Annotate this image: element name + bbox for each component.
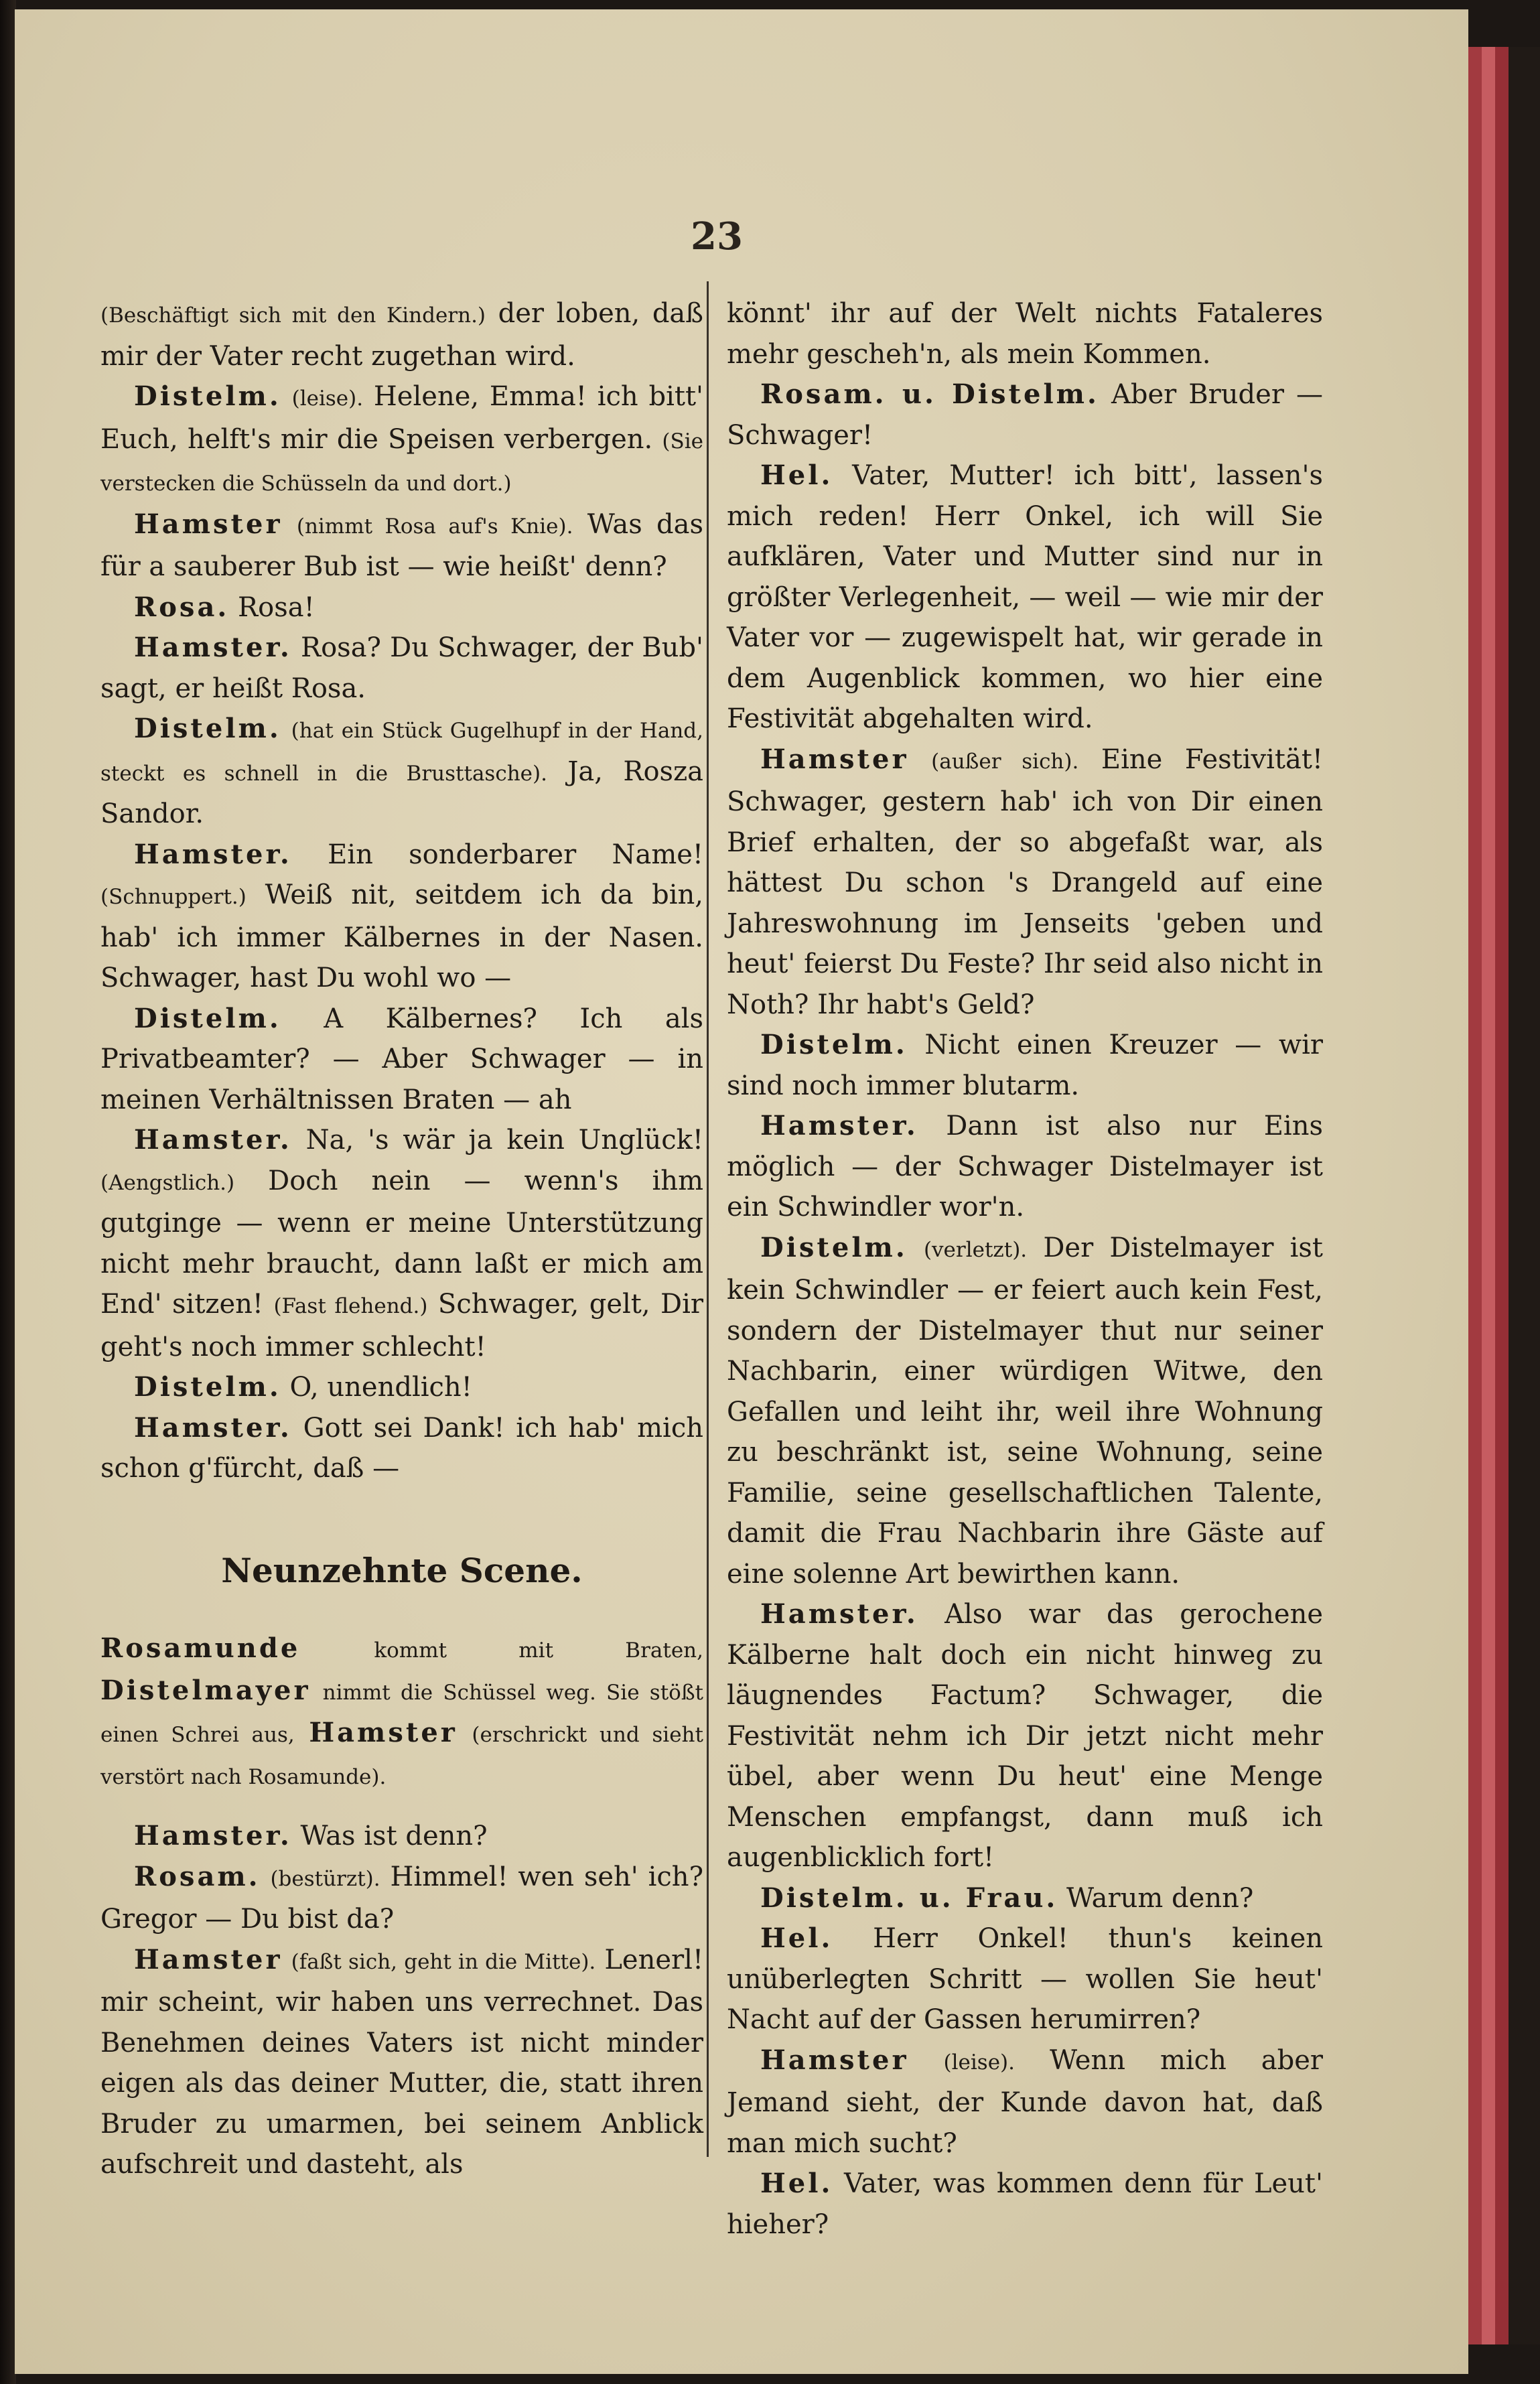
- page-edge: [1482, 47, 1495, 2344]
- dialogue-line: [100, 1408, 703, 1489]
- stage-direction: (Sie verstecken die Schüsseln da und dort.): [100, 429, 704, 496]
- speaker-name: Distelm.: [134, 713, 281, 744]
- dialogue-line: [100, 1816, 703, 1857]
- dialogue-line: [100, 1367, 703, 1408]
- dialogue-line: [100, 628, 703, 709]
- speaker-name: Distelm.: [134, 1002, 281, 1034]
- speaker-name: Distelm.: [760, 1029, 908, 1060]
- dialogue-text: Also war das gerochene Kälberne halt doch ein nicht hinweg zu läugnendes Factum? Schwager, die Festivität nehm ich Dir jetzt nicht mehr übel, aber wenn Du heut' eine Menge Menschen empfangst, dann muß ich augenblicklich fort!: [727, 1599, 1324, 1873]
- right-column: [727, 293, 1323, 2245]
- dialogue-line: [100, 1940, 703, 2185]
- speaker-name: Rosam. u. Distelm.: [760, 378, 1099, 410]
- stage-direction: (außer sich).: [931, 749, 1079, 774]
- left-column-dialogue: [100, 293, 703, 1489]
- page-number: 23: [691, 214, 743, 259]
- dialogue-text: Ein sonderbarer Name!: [328, 839, 704, 870]
- speaker-name: Hel.: [760, 2168, 833, 2199]
- speaker-name: Hamster.: [760, 1110, 918, 1141]
- dialogue-text: Warum denn?: [1066, 1882, 1254, 1914]
- stage-direction: kommt mit Braten,: [374, 1638, 703, 1663]
- continued-text: [727, 293, 1323, 374]
- stage-direction: (Aengstlich.): [100, 1170, 235, 1195]
- stage-direction: (faßt sich, geht in die Mitte).: [291, 1949, 596, 1974]
- speaker-name: Rosam.: [134, 1860, 261, 1892]
- dialogue-line: [727, 2040, 1323, 2164]
- left-column-dialogue-after: [100, 1816, 703, 2185]
- stage-direction: (bestürzt).: [270, 1866, 380, 1891]
- dialogue-line: [727, 740, 1323, 1026]
- dialogue-line: [100, 999, 703, 1121]
- speaker-name: Hamster.: [134, 838, 292, 870]
- dialogue-line: [727, 1228, 1323, 1595]
- stage-direction: (nimmt Rosa auf's Knie).: [296, 514, 573, 539]
- dialogue-text: Dann ist also nur Eins möglich — der Schwager Distelmayer ist ein Schwindler wor'n.: [727, 1111, 1323, 1222]
- stage-direction: (Schnuppert.): [100, 885, 247, 909]
- dialogue-text: der loben, daß mir der Vater recht zugethan wird.: [100, 298, 703, 372]
- dialogue-line: [727, 1918, 1323, 2040]
- stage-direction: (verletzt).: [923, 1237, 1028, 1262]
- dialogue-line: [727, 1025, 1323, 1106]
- book-cover-edge: [1509, 47, 1540, 2344]
- speaker-name: Hamster.: [134, 1820, 292, 1851]
- speaker-name: Distelm.: [134, 380, 281, 412]
- speaker-name: Hamster: [760, 2044, 909, 2076]
- right-column-dialogue: [727, 293, 1323, 2245]
- dialogue-text: Wenn mich aber Jemand sieht, der Kunde davon hat, daß man mich sucht?: [727, 2044, 1324, 2159]
- stage-direction: (leise).: [291, 387, 364, 411]
- dialogue-text: Lenerl! mir scheint, wir haben uns verrechnet. Das Benehmen deines Vaters ist nicht minder eigen als das deiner Mutter, die, statt ihren Bruder zu umarmen, bei seinem Anblick aufschreit und dasteht, als: [100, 1944, 704, 2180]
- scene-heading: Neunzehnte Scene.: [221, 1550, 583, 1590]
- character-name: Hamster: [309, 1717, 458, 1748]
- dialogue-text: Gott sei Dank! ich hab' mich schon g'fürcht, daß —: [100, 1412, 703, 1484]
- dialogue-line: [100, 1857, 703, 1940]
- dialogue-line: [727, 1594, 1323, 1878]
- stage-direction: (Beschäftigt sich mit den Kindern.): [100, 303, 486, 328]
- page-edge: [1468, 47, 1482, 2344]
- scene-direction: [100, 1628, 703, 1797]
- stage-direction: nimmt die Schüssel weg. Sie stößt einen Schrei aus,: [100, 1681, 703, 1747]
- dialogue-line: [100, 376, 703, 504]
- dialogue-text: Rosa? Du Schwager, der Bub' sagt, er heißt Rosa.: [100, 632, 703, 704]
- speaker-name: Hamster: [760, 743, 909, 775]
- dialogue-line: [727, 374, 1323, 455]
- dialogue-line: [727, 1106, 1323, 1228]
- dialogue-text: Herr Onkel! thun's keinen unüberlegten Schritt — wollen Sie heut' Nacht auf der Gassen herumirren?: [727, 1923, 1323, 2035]
- speaker-name: Hel.: [760, 460, 833, 491]
- page-edge: [1495, 47, 1509, 2344]
- stage-direction: (Fast flehend.): [273, 1294, 428, 1318]
- continued-text: [100, 293, 703, 376]
- speaker-name: Hel.: [760, 1922, 833, 1954]
- dialogue-line: [100, 835, 703, 999]
- dialogue-line: [100, 709, 703, 835]
- dialogue-text: Vater, Mutter! ich bitt', lassen's mich reden! Herr Onkel, ich will Sie aufklären, Vater und Mutter sind nur in größter Verlegenheit, — weil — wie mir der Vater vor — zugewispelt hat, wir gerade in dem Augenblick kommen, wo hier eine Festivität abgehalten wird.: [727, 460, 1324, 734]
- speaker-name: Hamster.: [134, 1124, 292, 1155]
- dialogue-text: Was das für a sauberer Bub ist — wie heißt' denn?: [100, 508, 704, 582]
- dialogue-line: [727, 455, 1323, 740]
- dialogue-text: Schwager, gelt, Dir geht's noch immer schlecht!: [100, 1289, 704, 1362]
- dialogue-text: Was ist denn?: [300, 1821, 488, 1851]
- dialogue-text: Weiß nit, seitdem ich da bin, hab' ich immer Kälbernes in der Nasen. Schwager, hast Du wohl wo —: [100, 880, 703, 993]
- dialogue-line: [727, 1878, 1323, 1919]
- dialogue-text: Aber Bruder — Schwager!: [727, 379, 1323, 451]
- character-name: Rosamunde: [100, 1632, 301, 1664]
- dialogue-text: Rosa!: [238, 591, 315, 623]
- dialogue-text: Vater, was kommen denn für Leut' hieher?: [727, 2168, 1324, 2240]
- dialogue-text: Eine Festivität! Schwager, gestern hab' ich von Dir einen Brief erhalten, der so abgefaßt war, als hättest Du schon 's Drangeld auf eine Jahreswohnung im Jenseits 'geben und heut' feierst Du Feste? Ihr seid also nicht in Noth? Ihr habt's Geld?: [727, 744, 1323, 1020]
- dialogue-text: Doch nein — wenn's ihm gutginge — wenn er meine Unterstützung nicht mehr braucht, dann laßt er mich am End' sitzen!: [100, 1165, 703, 1320]
- dialogue-text: Helene, Emma! ich bitt' Euch, helft's mir die Speisen verbergen.: [100, 381, 704, 455]
- speaker-name: Rosa.: [134, 591, 230, 623]
- dialogue-text: O, unendlich!: [289, 1372, 472, 1403]
- left-column: [100, 293, 703, 2185]
- speaker-name: Distelm.: [760, 1231, 908, 1263]
- speaker-name: Distelm.: [134, 1371, 281, 1403]
- dialogue-text: Ja, Rosza Sandor.: [100, 756, 703, 829]
- speaker-name: Hamster.: [134, 1411, 292, 1444]
- speaker-name: Distelm. u. Frau.: [760, 1882, 1058, 1914]
- dialogue-line: [100, 504, 703, 587]
- dialogue-text: Na, 's wär ja kein Unglück!: [305, 1125, 703, 1155]
- book-spine-shadow: [0, 0, 16, 2384]
- speaker-name: Hamster.: [760, 1598, 918, 1630]
- dialogue-text: könnt' ihr auf der Welt nichts Fataleres mehr gescheh'n, als mein Kommen.: [727, 298, 1323, 370]
- speaker-name: Hamster: [134, 1943, 283, 1975]
- dialogue-text: Himmel! wen seh' ich? Gregor — Du bist da?: [100, 1861, 704, 1935]
- dialogue-text: Der Distelmayer ist kein Schwindler — er feiert auch kein Fest, sondern der Distelmayer thut nur seiner Nachbarin, einer würdigen Witwe, den Gefallen und leiht ihr, weil ihre Wohnung zu beschränkt ist, seine Wohnung, seine Familie, seine gesellschaftlichen Talente, damit die Frau Nachbarin ihre Gäste auf eine solenne Art bewirthen kann.: [727, 1232, 1323, 1590]
- dialogue-text: Nicht einen Kreuzer — wir sind noch immer blutarm.: [727, 1030, 1324, 1101]
- dialogue-text: A Kälbernes? Ich als Privatbeamter? — Aber Schwager — in meinen Verhältnissen Braten — ah: [100, 1003, 703, 1115]
- column-divider: [707, 281, 709, 2157]
- speaker-name: Hamster.: [134, 632, 292, 663]
- dialogue-line: [100, 1120, 703, 1367]
- stage-direction: (hat ein Stück Gugelhupf in der Hand, steckt es schnell in die Brusttasche).: [100, 719, 703, 786]
- dialogue-line: [100, 587, 703, 628]
- stage-direction: (erschrickt und sieht verstört nach Rosamunde).: [100, 1723, 703, 1789]
- character-name: Distelmayer: [100, 1675, 311, 1706]
- stage-direction: (leise).: [943, 2050, 1015, 2075]
- dialogue-line: [727, 2164, 1323, 2245]
- speaker-name: Hamster: [134, 508, 283, 540]
